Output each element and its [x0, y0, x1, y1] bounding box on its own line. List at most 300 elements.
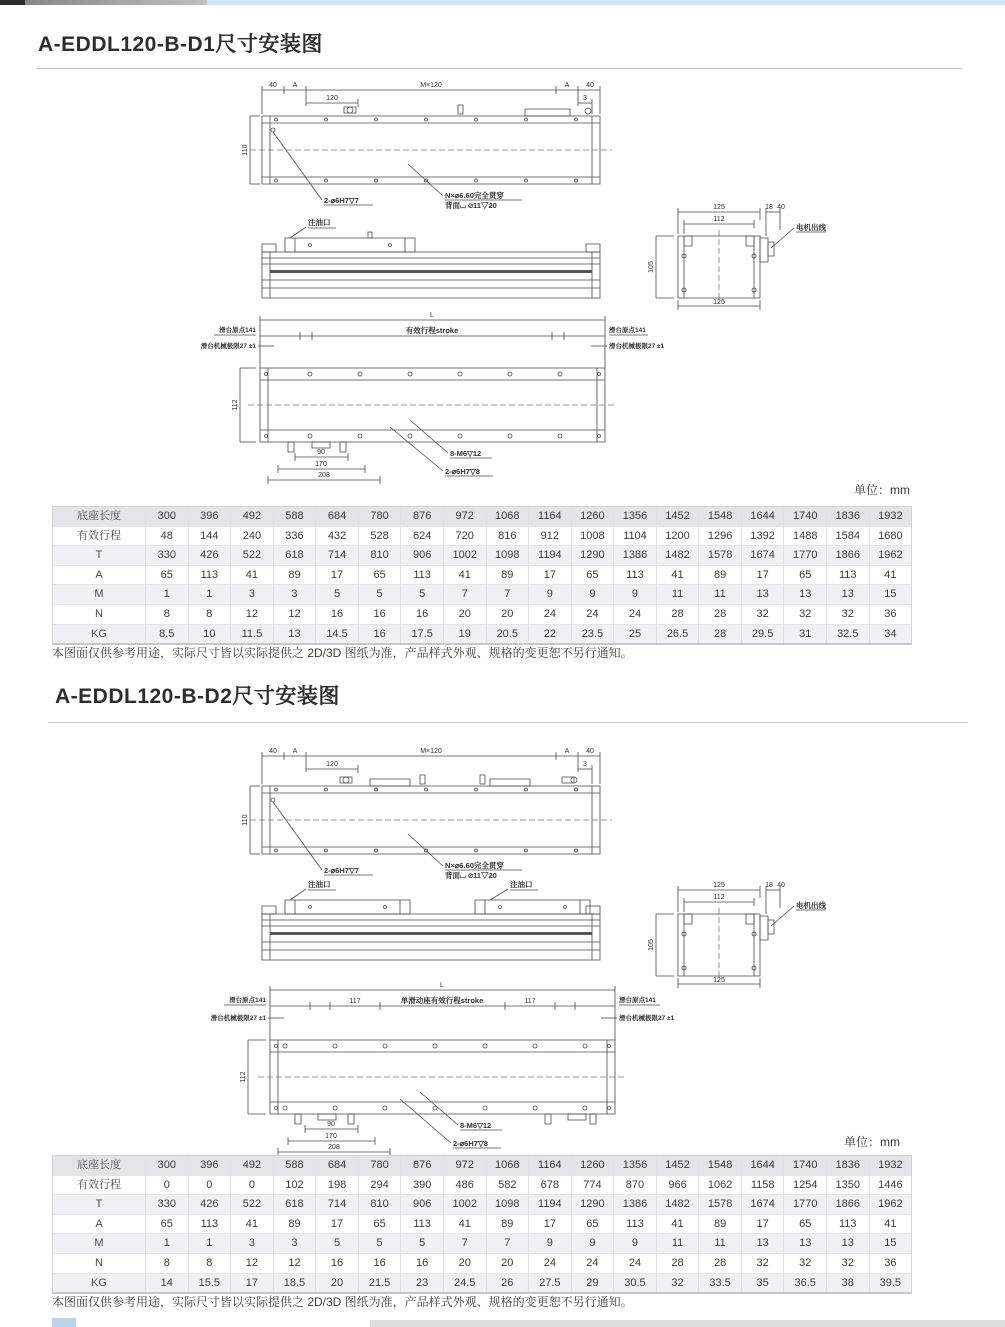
row-label: M [94, 1237, 104, 1250]
table-cell: 32 [741, 605, 784, 624]
table-cell: 618 [273, 546, 316, 565]
d1-section-body [678, 230, 760, 304]
table-cell: 11 [698, 1234, 741, 1253]
table-cell: 1644 [741, 1156, 784, 1175]
table-cell: 23.5 [571, 625, 614, 644]
dim-label: A [564, 748, 570, 755]
d1-topview-top-parts [344, 105, 591, 116]
table-cell: 1 [145, 585, 188, 604]
table-cell: 5 [315, 1234, 358, 1253]
table-cell: 29.5 [741, 625, 784, 644]
table-cell: 41 [443, 566, 486, 585]
dim-label: L [440, 982, 444, 989]
table-cell: 780 [358, 1156, 401, 1175]
table-cell: 300 [145, 1156, 188, 1175]
table-cell: 1740 [783, 507, 826, 526]
table-cell: 13 [741, 1234, 784, 1253]
slider-origin-label: 滑台原点141 [219, 327, 256, 334]
m6-callout-label: 8-M6▽12 [460, 1121, 492, 1130]
table-cell: 396 [188, 507, 231, 526]
table-cell: 41 [869, 1215, 912, 1234]
table-cell: 32 [656, 1274, 699, 1293]
table-cell: 17 [741, 1215, 784, 1234]
table-cell: 38 [826, 1274, 869, 1293]
table-cell: 1008 [571, 527, 614, 546]
table-cell: 1962 [869, 546, 912, 565]
slider-limit-label: 滑台机械极限27 ±1 [210, 1015, 266, 1022]
table-cell: 11 [698, 585, 741, 604]
table-cell: 26 [486, 1274, 529, 1293]
table-cell: 588 [273, 507, 316, 526]
table-cell: 1488 [783, 527, 826, 546]
d2-top-view-drawing [240, 742, 640, 884]
table-cell: 1770 [783, 1195, 826, 1214]
table-cell: 16 [358, 605, 401, 624]
table-row [53, 526, 911, 546]
through-hole-label-line2: 背面⌴ ⌀11▽20 [445, 201, 497, 210]
dim-label: 125 [713, 882, 725, 889]
table-cell: 28 [698, 605, 741, 624]
table-cell: 20 [315, 1274, 358, 1293]
hole-callout-label: 2-⌀6H7▽7 [324, 866, 359, 875]
table-cell: 294 [358, 1176, 401, 1195]
dim-label: 18 [765, 882, 773, 889]
d2-cross-section-drawing [640, 878, 890, 990]
table-cell: 41 [656, 566, 699, 585]
table-cell: 3 [230, 1234, 273, 1253]
dim-label: 40 [269, 748, 277, 755]
h7-callout-label: 2-⌀6H7▽8 [453, 1139, 488, 1148]
table-cell: 9 [528, 1234, 571, 1253]
table-cell: 1062 [698, 1176, 741, 1195]
d1-sideview-body [262, 232, 600, 298]
table-cell: 21.5 [358, 1274, 401, 1293]
table-cell: 1866 [826, 1195, 869, 1214]
table-cell: 13 [826, 585, 869, 604]
table-cell: 1740 [783, 1156, 826, 1175]
dim-label: 170 [325, 1133, 337, 1140]
d2-bottom-view-drawing [190, 980, 680, 1160]
table-cell: 11 [656, 1234, 699, 1253]
table-cell: 13 [826, 1234, 869, 1253]
table-cell: 1 [188, 1234, 231, 1253]
table-cell: 5 [358, 585, 401, 604]
title-divider [48, 722, 968, 723]
table-cell: 1386 [613, 1195, 656, 1214]
table-cell: 8 [188, 1254, 231, 1273]
table-cell: 89 [273, 566, 316, 585]
table-cell: 1584 [826, 527, 869, 546]
table-cell: 16 [315, 605, 358, 624]
row-label: 底座长度 [77, 1159, 121, 1171]
table-cell: 36 [869, 605, 912, 624]
dim-label: 112 [713, 216, 725, 223]
table-cell: 11 [656, 585, 699, 604]
table-cell: 1452 [656, 1156, 699, 1175]
table-cell: 17.5 [400, 625, 443, 644]
table-cell: 13 [783, 1234, 826, 1253]
table-cell: 12 [273, 605, 316, 624]
table-cell: 522 [230, 546, 273, 565]
table-cell: 1482 [656, 546, 699, 565]
slider-origin-label: 滑台原点141 [609, 327, 646, 334]
spec-table-d1 [52, 506, 912, 645]
table-row [53, 1233, 911, 1253]
table-cell: 492 [230, 507, 273, 526]
table-cell: 89 [486, 1215, 529, 1234]
table-cell: 1098 [486, 546, 529, 565]
table-cell: 5 [400, 585, 443, 604]
table-cell: 1836 [826, 1156, 869, 1175]
d1-section-dimension-lines [656, 208, 780, 310]
table-cell: 65 [783, 1215, 826, 1234]
table-row [53, 1253, 911, 1273]
table-cell: 1350 [826, 1176, 869, 1195]
table-cell: 876 [400, 507, 443, 526]
table-cell: 528 [358, 527, 401, 546]
table-cell: 13 [783, 585, 826, 604]
table-cell: 17 [528, 566, 571, 585]
spec-table-d2 [52, 1155, 912, 1294]
stroke-label: 单滑动座有效行程stroke [400, 996, 484, 1005]
table-cell: 330 [145, 1195, 188, 1214]
table-cell: 12 [230, 605, 273, 624]
dim-label: 125 [713, 977, 725, 984]
table-cell: 32 [783, 605, 826, 624]
slider-origin-label: 滑台原点141 [619, 997, 656, 1004]
table-row [53, 604, 911, 624]
table-row [53, 584, 911, 604]
row-label: N [95, 1256, 103, 1269]
dim-label: 40 [269, 82, 277, 89]
d2-sideview-leaders [290, 889, 538, 900]
table-cell: 32 [826, 1254, 869, 1273]
table-cell: 89 [698, 566, 741, 585]
topbar-blue-segment [207, 0, 1005, 5]
table-cell: 24 [528, 605, 571, 624]
table-cell: 1 [145, 1234, 188, 1253]
dim-label: 40 [586, 748, 594, 755]
unit-label: 单位：mm [844, 1135, 900, 1149]
table-cell: 15.5 [188, 1274, 231, 1293]
row-label: KG [91, 627, 107, 640]
table-row [53, 1194, 911, 1214]
dim-label: 3 [583, 95, 587, 102]
table-cell: 36.5 [783, 1274, 826, 1293]
through-hole-label-line1: N×⌀6.60完全贯穿 [445, 861, 504, 870]
table-header-row [53, 507, 911, 526]
table-cell: 912 [528, 527, 571, 546]
dim-label: 112 [240, 1071, 247, 1083]
dim-label: 40 [777, 882, 785, 889]
table-cell: 89 [486, 566, 529, 585]
dim-label: 112 [713, 894, 725, 901]
d2-section-motor-connector [760, 906, 826, 940]
dim-label: M×120 [420, 748, 442, 755]
table-cell: 5 [358, 1234, 401, 1253]
table-row [53, 624, 911, 644]
dim-label: 90 [327, 1121, 335, 1128]
dim-label: A [564, 82, 570, 89]
title-divider [36, 68, 962, 69]
table-cell: 720 [443, 527, 486, 546]
table-cell: 3 [273, 585, 316, 604]
table-cell: 16 [358, 625, 401, 644]
table-cell: 65 [571, 1215, 614, 1234]
slider-limit-label: 滑台机械极限27 ±1 [609, 343, 665, 350]
table-cell: 18.5 [273, 1274, 316, 1293]
table-cell: 1200 [656, 527, 699, 546]
table-cell: 24.5 [443, 1274, 486, 1293]
dim-label: 18 [765, 204, 773, 211]
table-cell: 32 [741, 1254, 784, 1273]
disclaimer-note: 本图面仅供参考用途，实际尺寸皆以实际提供之 2D/3D 图纸为准，产品样式外观、规格的变更恕不另行通知。 [52, 1295, 633, 1309]
table-cell: 1254 [783, 1176, 826, 1195]
table-cell: 28 [656, 1254, 699, 1273]
row-label: A [95, 568, 103, 581]
table-cell: 14 [145, 1274, 188, 1293]
table-cell: 20 [486, 1254, 529, 1273]
table-cell: 15 [869, 1234, 912, 1253]
motor-cable-label: 电机出线 [796, 223, 826, 232]
table-cell: 1290 [571, 1195, 614, 1214]
table-cell: 1674 [741, 546, 784, 565]
table-cell: 1578 [698, 1195, 741, 1214]
table-cell: 17 [528, 1215, 571, 1234]
dim-label: L [430, 312, 434, 319]
table-cell: 3 [230, 585, 273, 604]
table-cell: 1548 [698, 507, 741, 526]
d1-sideview-leaders [290, 227, 336, 238]
table-cell: 1068 [486, 507, 529, 526]
table-cell: 1 [188, 585, 231, 604]
d1-section-motor-connector [760, 228, 826, 262]
table-cell: 1296 [698, 527, 741, 546]
dim-label: 117 [349, 998, 361, 1005]
table-cell: 113 [613, 1215, 656, 1234]
d2-topview-dimension-lines [250, 752, 600, 854]
table-cell: 65 [783, 566, 826, 585]
table-cell: 65 [571, 566, 614, 585]
table-cell: 1578 [698, 546, 741, 565]
table-cell: 816 [486, 527, 529, 546]
table-cell: 972 [443, 507, 486, 526]
table-cell: 1194 [528, 1195, 571, 1214]
table-cell: 89 [698, 1215, 741, 1234]
table-cell: 9 [571, 1234, 614, 1253]
d2-section-dimension-lines [656, 886, 780, 988]
table-cell: 1260 [571, 507, 614, 526]
table-cell: 36 [869, 1254, 912, 1273]
table-cell: 906 [400, 546, 443, 565]
d2-bottomview-dimension-lines [224, 986, 660, 1156]
table-cell: 1446 [869, 1176, 912, 1195]
table-cell: 9 [528, 585, 571, 604]
table-cell: 24 [613, 1254, 656, 1273]
section-title-d1: A-EDDL120-B-D1尺寸安装图 [38, 33, 323, 56]
dim-label: 3 [583, 761, 587, 768]
topbar-gray-segment [25, 0, 207, 5]
table-cell: 1932 [869, 507, 912, 526]
table-cell: 7 [443, 1234, 486, 1253]
table-cell: 11.5 [230, 625, 273, 644]
table-cell: 113 [188, 566, 231, 585]
d2-sideview-body [262, 900, 600, 960]
table-cell: 906 [400, 1195, 443, 1214]
table-cell: 48 [145, 527, 188, 546]
table-cell: 5 [400, 1234, 443, 1253]
motor-cable-label: 电机出线 [796, 901, 826, 910]
table-cell: 17 [315, 1215, 358, 1234]
table-cell: 30.5 [613, 1274, 656, 1293]
table-cell: 810 [358, 546, 401, 565]
dim-label: 208 [318, 472, 330, 479]
table-cell: 330 [145, 546, 188, 565]
dim-label: A [292, 82, 298, 89]
table-cell: 1164 [528, 1156, 571, 1175]
table-cell: 1836 [826, 507, 869, 526]
table-cell: 870 [613, 1176, 656, 1195]
section-title-d2: A-EDDL120-B-D2尺寸安装图 [55, 685, 340, 708]
through-hole-label-line1: N×⌀6.60完全贯穿 [445, 191, 504, 200]
table-cell: 432 [315, 527, 358, 546]
table-cell: 12 [230, 1254, 273, 1273]
table-cell: 41 [443, 1215, 486, 1234]
table-cell: 35 [741, 1274, 784, 1293]
dim-label: 120 [326, 95, 338, 102]
table-cell: 1104 [613, 527, 656, 546]
table-cell: 1068 [486, 1156, 529, 1175]
table-cell: 144 [188, 527, 231, 546]
slider-origin-label: 滑台原点141 [229, 997, 266, 1004]
table-cell: 17 [230, 1274, 273, 1293]
row-label: M [94, 588, 104, 601]
hole-callout-label: 2-⌀6H7▽7 [324, 196, 359, 205]
table-cell: 1866 [826, 546, 869, 565]
table-cell: 7 [486, 585, 529, 604]
table-cell: 9 [571, 585, 614, 604]
dim-label: 40 [777, 204, 785, 211]
table-cell: 89 [273, 1215, 316, 1234]
table-cell: 396 [188, 1156, 231, 1175]
table-row [53, 1214, 911, 1234]
table-cell: 9 [613, 585, 656, 604]
footer-bar-fragment [370, 1320, 1005, 1327]
table-cell: 32 [826, 605, 869, 624]
table-cell: 678 [528, 1176, 571, 1195]
table-cell: 684 [315, 1156, 358, 1175]
table-cell: 300 [145, 507, 188, 526]
table-cell: 12 [273, 1254, 316, 1273]
table-cell: 7 [443, 585, 486, 604]
dim-label: 105 [648, 939, 655, 951]
table-cell: 27.5 [528, 1274, 571, 1293]
table-cell: 5 [315, 585, 358, 604]
table-cell: 41 [869, 566, 912, 585]
row-label: 有效行程 [77, 529, 121, 542]
table-cell: 1098 [486, 1195, 529, 1214]
table-cell: 492 [230, 1156, 273, 1175]
row-label: A [95, 1217, 103, 1230]
dim-label: 208 [328, 1144, 340, 1151]
table-cell: 240 [230, 527, 273, 546]
table-cell: 972 [443, 1156, 486, 1175]
row-label: T [95, 549, 103, 562]
table-cell: 1932 [869, 1156, 912, 1175]
table-cell: 714 [315, 1195, 358, 1214]
table-cell: 1644 [741, 507, 784, 526]
table-cell: 0 [188, 1176, 231, 1195]
table-cell: 0 [145, 1176, 188, 1195]
table-cell: 198 [315, 1176, 358, 1195]
table-cell: 15 [869, 585, 912, 604]
table-cell: 113 [188, 1215, 231, 1234]
table-cell: 29 [571, 1274, 614, 1293]
table-cell: 0 [230, 1176, 273, 1195]
table-cell: 486 [443, 1176, 486, 1195]
dim-label: 40 [586, 82, 594, 89]
table-cell: 966 [656, 1176, 699, 1195]
table-cell: 10 [188, 625, 231, 644]
table-cell: 1674 [741, 1195, 784, 1214]
table-cell: 39.5 [869, 1274, 912, 1293]
table-cell: 13 [741, 585, 784, 604]
table-cell: 13 [273, 625, 316, 644]
table-cell: 522 [230, 1195, 273, 1214]
table-cell: 1680 [869, 527, 912, 546]
table-cell: 24 [571, 605, 614, 624]
row-label: 底座长度 [77, 510, 121, 522]
table-cell: 65 [358, 566, 401, 585]
oil-port-label: 注油口 [308, 218, 331, 227]
table-cell: 336 [273, 527, 316, 546]
table-cell: 1164 [528, 507, 571, 526]
table-cell: 20.5 [486, 625, 529, 644]
table-cell: 1392 [741, 527, 784, 546]
table-cell: 33.5 [698, 1274, 741, 1293]
table-cell: 28 [698, 1254, 741, 1273]
table-cell: 684 [315, 507, 358, 526]
table-cell: 32.5 [826, 625, 869, 644]
table-cell: 8 [188, 605, 231, 624]
table-cell: 1356 [613, 1156, 656, 1175]
row-label: 有效行程 [77, 1178, 121, 1191]
table-cell: 9 [613, 1234, 656, 1253]
table-cell: 624 [400, 527, 443, 546]
dim-label: 110 [242, 814, 249, 826]
table-row [53, 565, 911, 585]
table-cell: 426 [188, 1195, 231, 1214]
table-cell: 24 [528, 1254, 571, 1273]
table-cell: 8 [145, 1254, 188, 1273]
table-cell: 7 [486, 1234, 529, 1253]
row-label: T [95, 1198, 103, 1211]
dim-label: 125 [713, 204, 725, 211]
table-cell: 1002 [443, 546, 486, 565]
d1-bottomview-dimension-lines [214, 316, 648, 484]
table-cell: 1194 [528, 546, 571, 565]
table-cell: 41 [230, 1215, 273, 1234]
table-cell: 1158 [741, 1176, 784, 1195]
topbar-dark-segment [0, 0, 25, 5]
table-cell: 31 [783, 625, 826, 644]
dim-label: 117 [524, 998, 536, 1005]
table-cell: 426 [188, 546, 231, 565]
d1-topview-body [250, 116, 612, 184]
table-cell: 8.5 [145, 625, 188, 644]
table-cell: 65 [145, 566, 188, 585]
table-cell: 41 [230, 566, 273, 585]
